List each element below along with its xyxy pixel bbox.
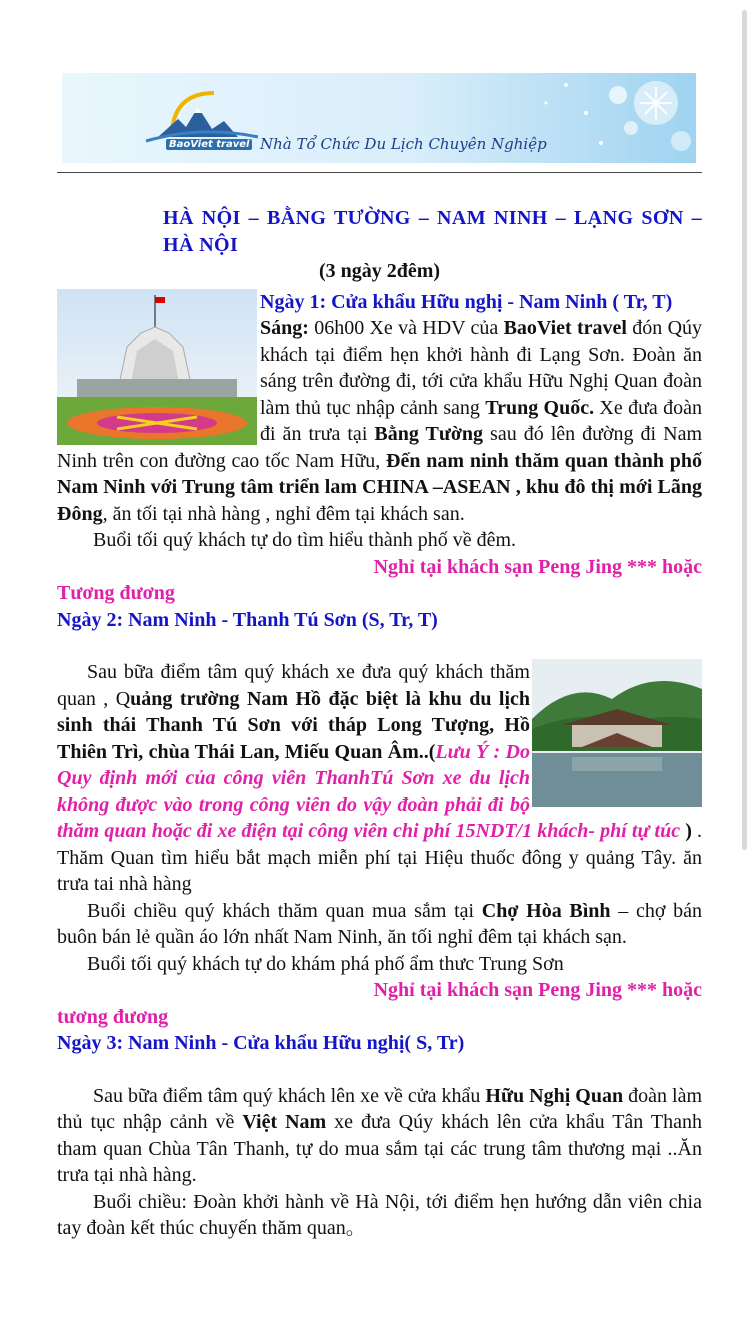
day2-evening: Buổi tối quý khách tự do khám phá phố ẩm thưc Trung Sơn xyxy=(87,952,564,975)
day1-paragraph: Sáng: 06h00 Xe và HDV của BaoViet travel đón Qúy khách tại điểm hẹn khởi hành đi Lạng Sơn. Đoàn ăn sáng trên đường đi, tới cửa khẩu Hữu Nghị Quan đoàn làm thủ tục nhập cảnh sang Trung Quốc. Xe đưa đoàn đi ăn trưa tại Bằng Tường sau đó lên đường đi Nam Ninh trên con đường cao tốc Nam Hữu, Đến nam ninh thăm quan thành phố Nam Ninh với Trung tâm triển lam CHINA –ASEAN , khu đô thị mới Lãng Đông, ăn tối tại nhà hàng , nghỉ đêm tại khách san. xyxy=(57,317,703,525)
brand-name: BaoViet travel xyxy=(166,139,252,150)
thanh-tu-son-photo xyxy=(532,659,702,807)
tour-document xyxy=(57,205,702,1242)
day3-paragraph: Sau bữa điểm tâm quý khách lên xe về cửa khẩu Hữu Nghị Quan đoàn làm thủ tục nhập cảnh về Việt Nam xe đưa Qúy khách lên cửa khẩu Tân Thanh tham quan Chùa Tân Thanh, tự do mua sắm tại các trung tâm thương mại ..Ăn trưa tại nhà hàng. xyxy=(57,1084,703,1186)
day2-hotel-alt: tương đương xyxy=(57,1005,169,1028)
day1-evening: Buổi tối quý khách tự do tìm hiểu thành phố về đêm. xyxy=(93,529,517,551)
header-divider xyxy=(57,172,702,173)
day1-hotel: Nghỉ tại khách sạn Peng Jing *** hoặc xyxy=(373,555,702,578)
tour-duration: (3 ngày 2đêm) xyxy=(318,260,441,282)
day1-heading: Ngày 1: Cửa khẩu Hữu nghị - Nam Ninh ( Tr, T) xyxy=(260,290,673,313)
day3-heading: Ngày 3: Nam Ninh - Cửa khẩu Hữu nghị( S, Tr) xyxy=(57,1032,465,1054)
header-banner xyxy=(62,73,696,163)
day2-paragraph: Sau bữa điểm tâm quý khách xe đưa quý khách thăm quan , Quảng trường Nam Hồ đặc biệt là khu du lịch sinh thái Thanh Tú Sơn với tháp Long Tượng, Hồ Thiên Trì, chùa Thái Lan, Miếu Quan Âm..(Lưu Ý : Do Quy định mới của công viên ThanhTú Sơn xe du lịch không được vào trong công viên do vậy đoàn phải đi bộ thăm quan hoặc đi xe điện tại công viên chi phí 15NDT/1 khách- phí tự túc ) . Thăm Quan tìm hiểu bắt mạch miễn phí tại Hiệu thuốc đông y quảng Tây. ăn trưa tai nhà hàng xyxy=(57,661,702,895)
day2-afternoon: Buổi chiều quý khách thăm quan mua sắm tại Chợ Hòa Bình – chợ bán buôn bán lẻ quần áo lớn nhất Nam Ninh, ăn tối nghỉ đêm tại khách sạn. xyxy=(57,899,702,948)
brand-slogan: Nhà Tổ Chức Du Lịch Chuyên Nghiệp xyxy=(260,135,547,153)
nanning-expo-photo xyxy=(57,289,257,445)
scrollbar[interactable] xyxy=(742,10,747,850)
day2-heading: Ngày 2: Nam Ninh - Thanh Tú Sơn (S, Tr, T) xyxy=(57,608,438,631)
day1-hotel-alt: Tương đương xyxy=(57,582,175,604)
tour-title: HÀ NỘI – BẰNG TƯỜNG – NAM NINH – LẠNG SƠN – HÀ NỘI xyxy=(163,207,702,256)
day3-afternoon: Buổi chiều: Đoàn khởi hành về Hà Nội, tới điểm hẹn hướng dẫn viên chia tay đoàn kết thúc chuyến thăm quan。 xyxy=(57,1190,702,1239)
day2-hotel: Nghỉ tại khách sạn Peng Jing *** hoặc xyxy=(373,979,702,1001)
